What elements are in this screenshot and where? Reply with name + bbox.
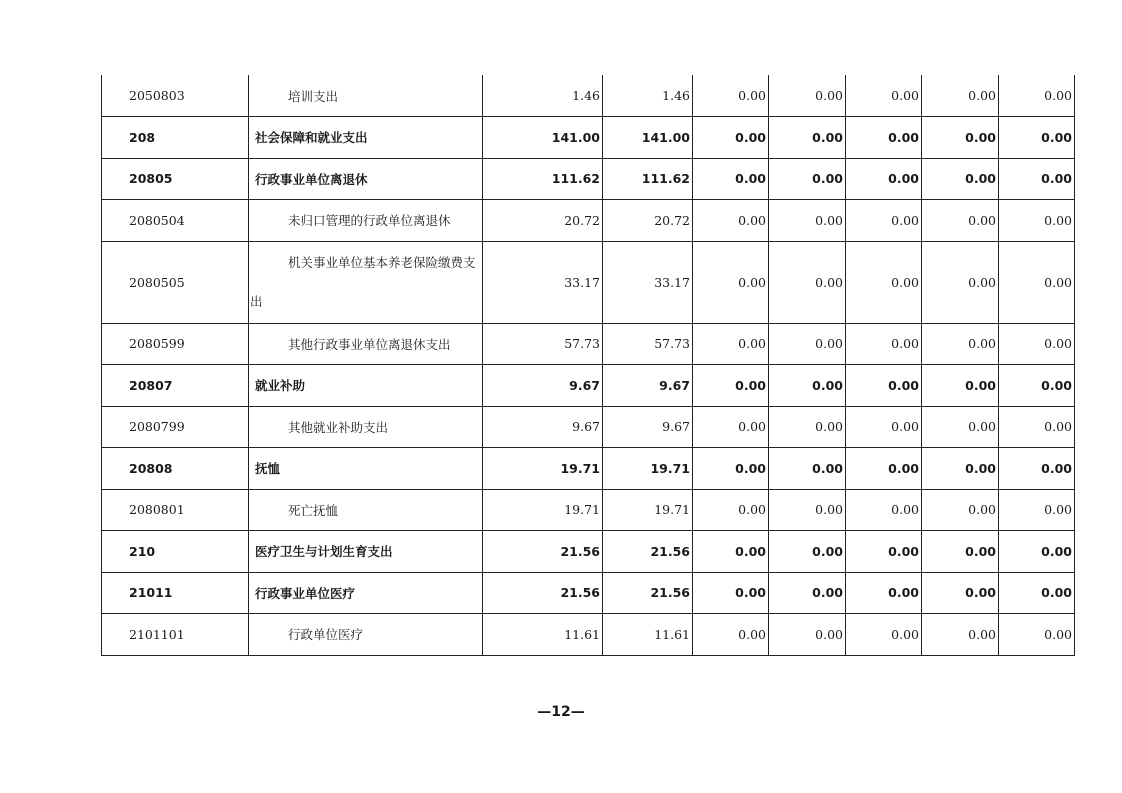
table-row [102, 75, 1075, 117]
amount-cell: 0.00 [846, 448, 922, 490]
amount-cell: 11.61 [603, 614, 693, 656]
amount-cell: 0.00 [769, 323, 846, 365]
table-row [102, 158, 1075, 200]
amount-cell: 0.00 [922, 117, 999, 159]
amount-cell: 0.00 [693, 531, 769, 573]
amount-cell: 0.00 [769, 200, 846, 242]
subject-name-cell: 其他就业补助支出 [249, 406, 483, 448]
amount-cell: 0.00 [769, 365, 846, 407]
amount-cell: 21.56 [603, 572, 693, 614]
subject-code-cell: 2101101 [102, 614, 249, 656]
table-row [102, 241, 1075, 323]
table-row [102, 489, 1075, 531]
subject-code-cell: 20807 [102, 365, 249, 407]
amount-cell: 0.00 [769, 75, 846, 117]
amount-cell: 20.72 [603, 200, 693, 242]
amount-cell: 0.00 [693, 572, 769, 614]
amount-cell: 0.00 [693, 406, 769, 448]
amount-cell: 0.00 [693, 75, 769, 117]
subject-code-cell: 2080505 [102, 241, 249, 323]
amount-cell: 0.00 [999, 75, 1075, 117]
amount-cell: 0.00 [769, 117, 846, 159]
amount-cell: 9.67 [483, 406, 603, 448]
amount-cell: 0.00 [769, 614, 846, 656]
table-row [102, 323, 1075, 365]
amount-cell: 33.17 [603, 241, 693, 323]
amount-cell: 0.00 [693, 117, 769, 159]
table-row [102, 531, 1075, 573]
amount-cell: 0.00 [846, 614, 922, 656]
amount-cell: 0.00 [846, 365, 922, 407]
amount-cell: 0.00 [693, 158, 769, 200]
amount-cell: 19.71 [483, 448, 603, 490]
table-row [102, 614, 1075, 656]
subject-code-cell: 2080504 [102, 200, 249, 242]
amount-cell: 0.00 [999, 448, 1075, 490]
amount-cell: 0.00 [769, 406, 846, 448]
subject-name-cell: 其他行政事业单位离退休支出 [249, 323, 483, 365]
amount-cell: 0.00 [846, 489, 922, 531]
amount-cell: 141.00 [483, 117, 603, 159]
amount-cell: 0.00 [769, 448, 846, 490]
amount-cell: 0.00 [999, 614, 1075, 656]
subject-name-cell: 未归口管理的行政单位离退休 [249, 200, 483, 242]
amount-cell: 0.00 [846, 241, 922, 323]
amount-cell: 0.00 [922, 75, 999, 117]
amount-cell: 0.00 [922, 572, 999, 614]
amount-cell: 9.67 [603, 406, 693, 448]
amount-cell: 0.00 [846, 572, 922, 614]
subject-code-cell: 2080801 [102, 489, 249, 531]
amount-cell: 0.00 [922, 365, 999, 407]
amount-cell: 19.71 [603, 448, 693, 490]
table-row [102, 200, 1075, 242]
expenditure-table [101, 75, 1075, 656]
amount-cell: 57.73 [603, 323, 693, 365]
amount-cell: 0.00 [846, 531, 922, 573]
subject-name-cell: 医疗卫生与计划生育支出 [249, 531, 483, 573]
amount-cell: 0.00 [999, 365, 1075, 407]
amount-cell: 0.00 [693, 448, 769, 490]
subject-code-cell: 20805 [102, 158, 249, 200]
subject-name-cell: 培训支出 [249, 75, 483, 117]
amount-cell: 0.00 [922, 531, 999, 573]
amount-cell: 21.56 [483, 572, 603, 614]
subject-name-cell: 就业补助 [249, 365, 483, 407]
amount-cell: 0.00 [846, 406, 922, 448]
subject-code-cell: 210 [102, 531, 249, 573]
amount-cell: 0.00 [922, 489, 999, 531]
amount-cell: 0.00 [769, 241, 846, 323]
amount-cell: 0.00 [846, 117, 922, 159]
amount-cell: 0.00 [999, 158, 1075, 200]
amount-cell: 0.00 [846, 158, 922, 200]
amount-cell: 33.17 [483, 241, 603, 323]
amount-cell: 0.00 [922, 241, 999, 323]
amount-cell: 0.00 [846, 75, 922, 117]
subject-name-cell: 机关事业单位基本养老保险缴费支出 [249, 241, 483, 323]
table-row [102, 365, 1075, 407]
amount-cell: 0.00 [999, 406, 1075, 448]
amount-cell: 0.00 [999, 572, 1075, 614]
amount-cell: 57.73 [483, 323, 603, 365]
amount-cell: 111.62 [483, 158, 603, 200]
amount-cell: 0.00 [846, 200, 922, 242]
amount-cell: 0.00 [922, 323, 999, 365]
amount-cell: 0.00 [769, 158, 846, 200]
subject-code-cell: 2080599 [102, 323, 249, 365]
amount-cell: 0.00 [693, 614, 769, 656]
subject-code-cell: 2080799 [102, 406, 249, 448]
amount-cell: 11.61 [483, 614, 603, 656]
amount-cell: 141.00 [603, 117, 693, 159]
amount-cell: 20.72 [483, 200, 603, 242]
table-row [102, 448, 1075, 490]
amount-cell: 0.00 [693, 200, 769, 242]
amount-cell: 21.56 [603, 531, 693, 573]
amount-cell: 0.00 [922, 158, 999, 200]
table-row [102, 406, 1075, 448]
amount-cell: 0.00 [999, 200, 1075, 242]
subject-name-cell: 死亡抚恤 [249, 489, 483, 531]
amount-cell: 0.00 [922, 614, 999, 656]
subject-name-cell: 行政事业单位离退休 [249, 158, 483, 200]
amount-cell: 0.00 [769, 489, 846, 531]
amount-cell: 0.00 [693, 489, 769, 531]
amount-cell: 21.56 [483, 531, 603, 573]
amount-cell: 0.00 [693, 365, 769, 407]
subject-code-cell: 20808 [102, 448, 249, 490]
amount-cell: 0.00 [999, 117, 1075, 159]
amount-cell: 0.00 [769, 572, 846, 614]
amount-cell: 0.00 [922, 406, 999, 448]
table-body [102, 75, 1075, 655]
subject-code-cell: 2050803 [102, 75, 249, 117]
amount-cell: 0.00 [693, 323, 769, 365]
subject-name-cell: 社会保障和就业支出 [249, 117, 483, 159]
amount-cell: 19.71 [483, 489, 603, 531]
amount-cell: 0.00 [999, 241, 1075, 323]
subject-code-cell: 21011 [102, 572, 249, 614]
amount-cell: 0.00 [999, 489, 1075, 531]
subject-name-cell: 抚恤 [249, 448, 483, 490]
amount-cell: 111.62 [603, 158, 693, 200]
subject-code-cell: 208 [102, 117, 249, 159]
subject-name-cell: 行政事业单位医疗 [249, 572, 483, 614]
table-row [102, 117, 1075, 159]
amount-cell: 0.00 [999, 323, 1075, 365]
amount-cell: 0.00 [846, 323, 922, 365]
amount-cell: 19.71 [603, 489, 693, 531]
amount-cell: 0.00 [693, 241, 769, 323]
page-number: —12— [537, 704, 585, 720]
amount-cell: 9.67 [483, 365, 603, 407]
amount-cell: 1.46 [603, 75, 693, 117]
table-row [102, 572, 1075, 614]
amount-cell: 0.00 [999, 531, 1075, 573]
amount-cell: 0.00 [769, 531, 846, 573]
subject-name-cell: 行政单位医疗 [249, 614, 483, 656]
amount-cell: 9.67 [603, 365, 693, 407]
amount-cell: 0.00 [922, 200, 999, 242]
amount-cell: 0.00 [922, 448, 999, 490]
amount-cell: 1.46 [483, 75, 603, 117]
